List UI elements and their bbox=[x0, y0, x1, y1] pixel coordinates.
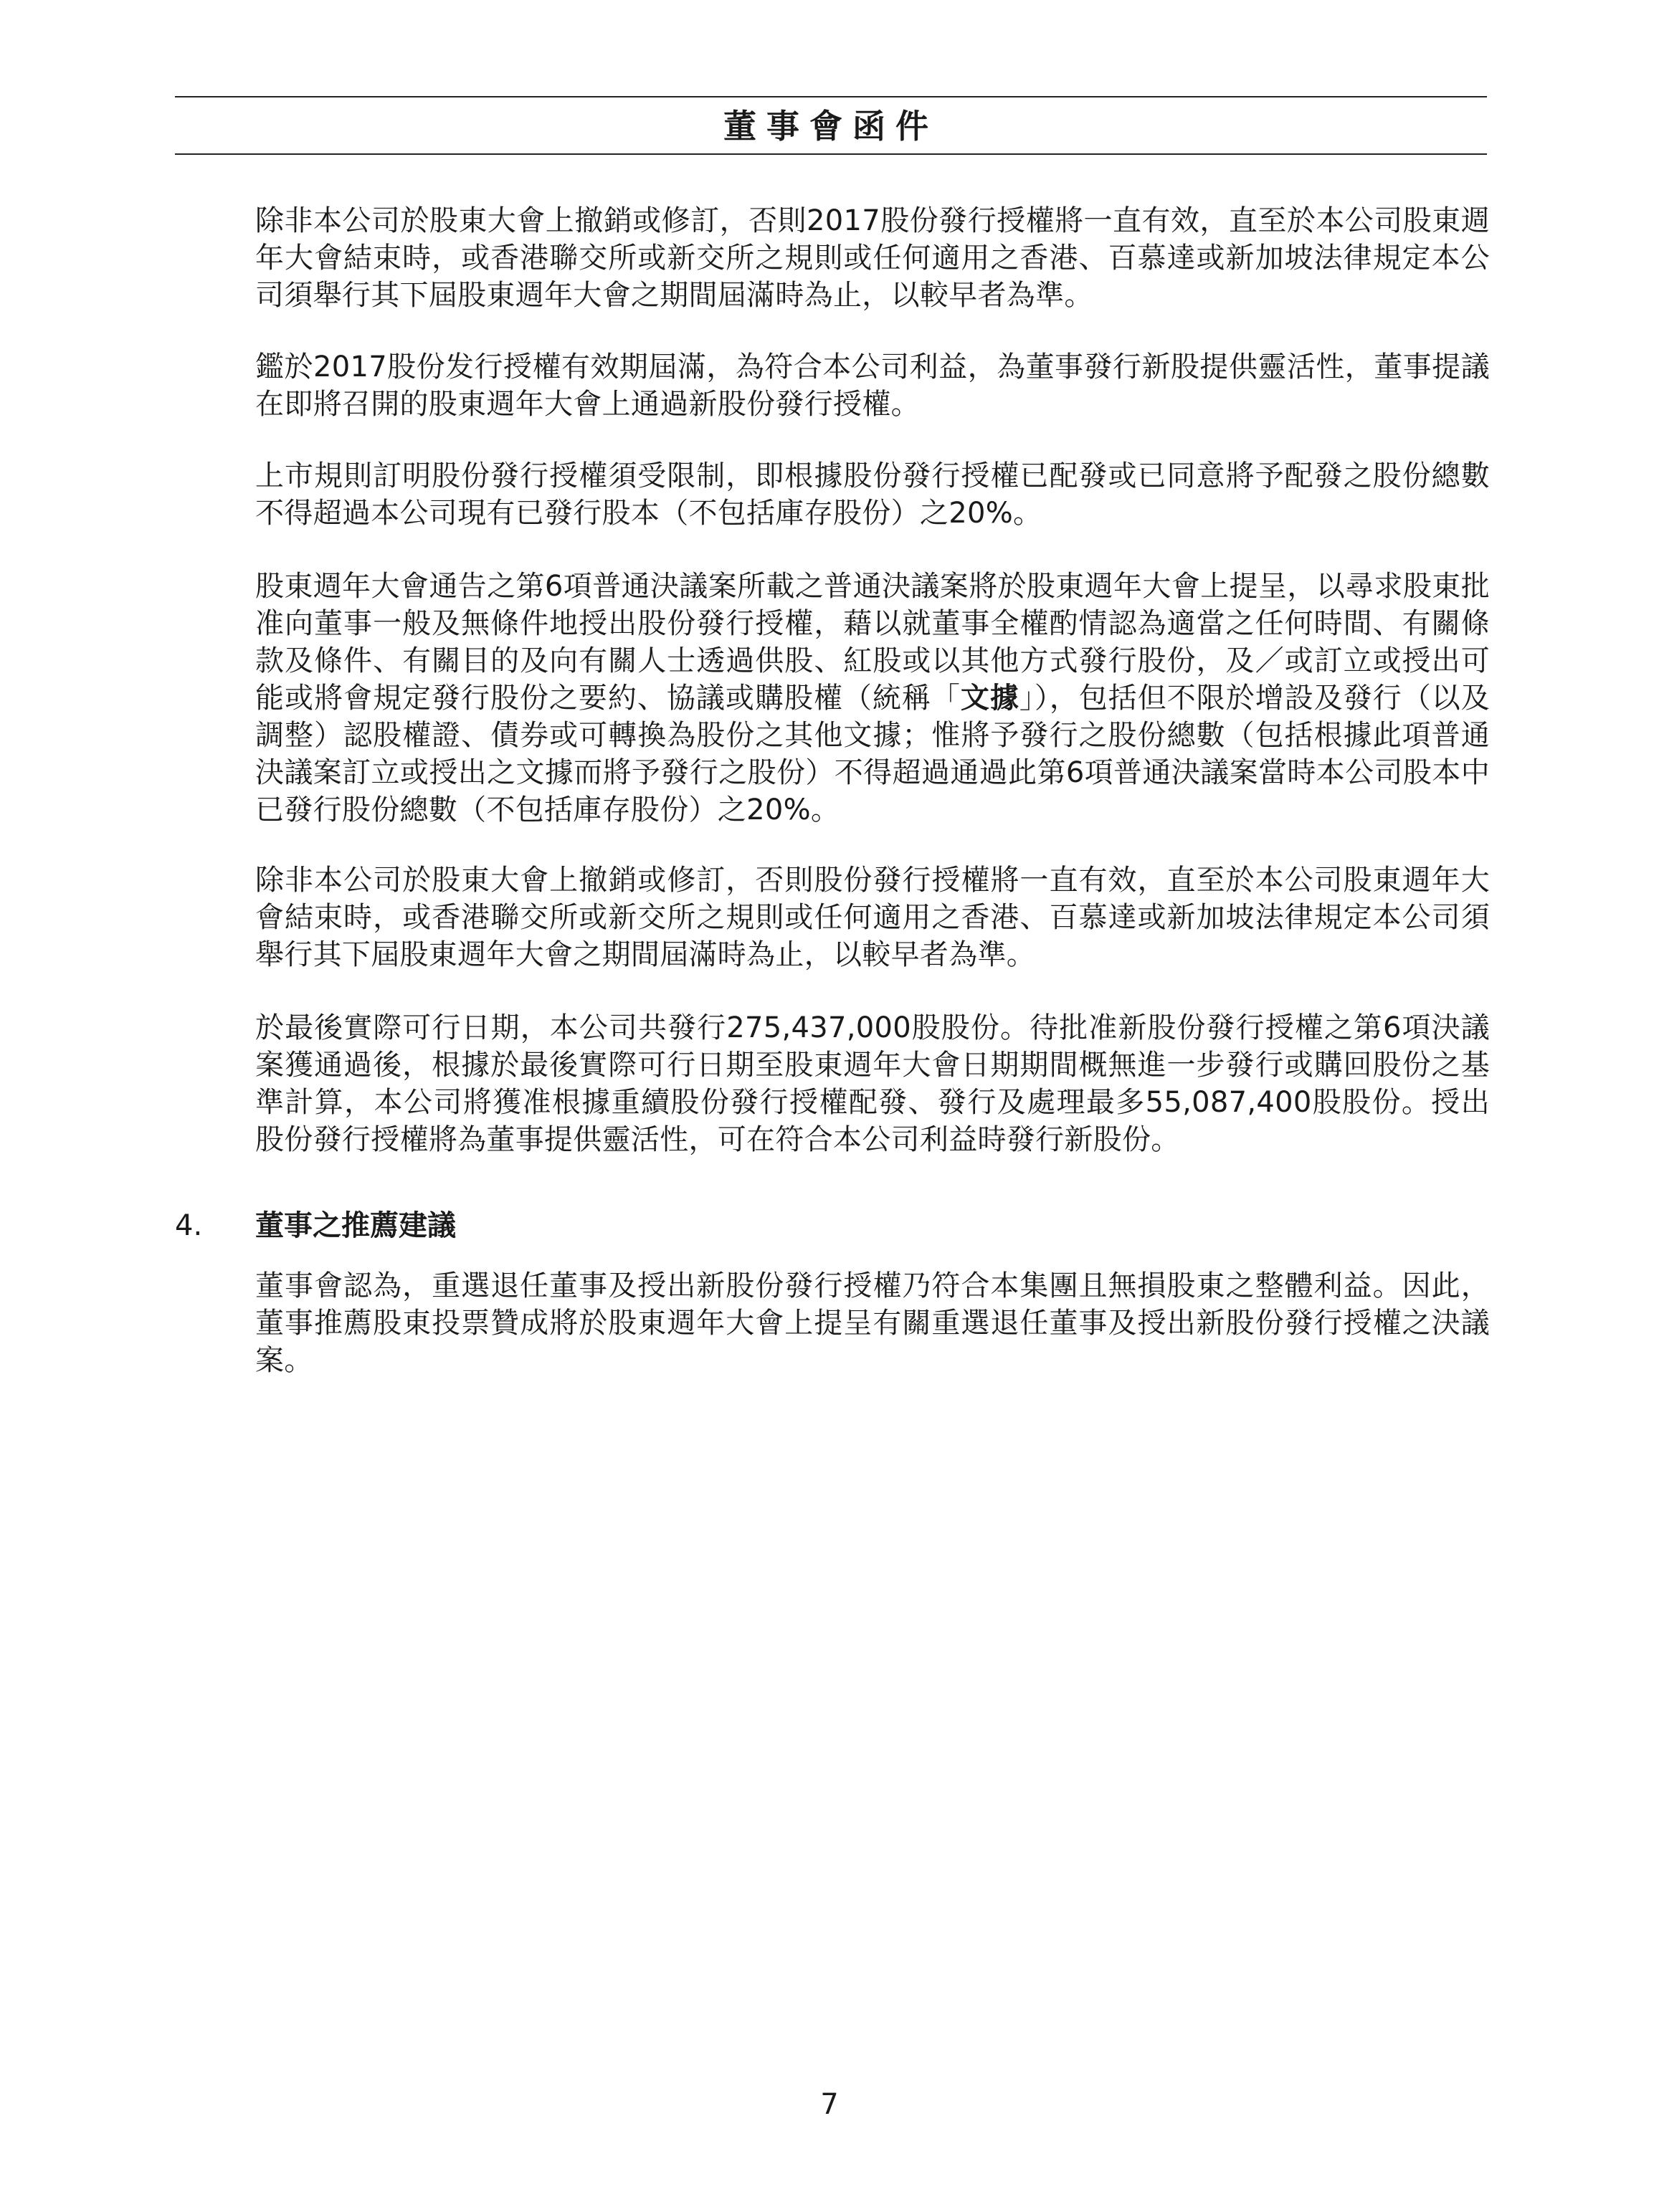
page-title: 董事會函件 bbox=[723, 107, 938, 146]
section-heading: 董事之推薦建議 bbox=[255, 1209, 456, 1242]
paragraph-mandate-validity-2017: 除非本公司於股東大會上撤銷或修訂，否則2017股份發行授權將一直有效，直至於本公司股東週年大會結束時，或香港聯交所或新交所之規則或任何適用之香港、百慕達或新加坡法律規定本公司須舉行其下屆股東週年大會之期間屆滿時為止，以較早者為準。 bbox=[255, 204, 1490, 312]
paragraph-resolution-6-text-after: 」），包括但不限於增設及發行（以及調整）認股權證、債券或可轉換為股份之其他文據；惟將予發行之股份總數（包括根據此項普通決議案訂立或授出之文據而將予發行之股份）不得超過通過此第6項普通決議案當時本公司股本中已發行股份總數（不包括庫存股份）之20%。 bbox=[255, 682, 1491, 826]
paragraph-resolution-6 bbox=[255, 568, 1490, 829]
paragraph-mandate-expiry: 鑑於2017股份发行授權有效期屆滿，為符合本公司利益，為董事發行新股提供靈活性，董事提議在即將召開的股東週年大會上通過新股份發行授權。 bbox=[255, 351, 1490, 421]
header-top-rule bbox=[175, 96, 1487, 97]
section-number: 4. bbox=[175, 1209, 203, 1242]
paragraph-share-capital: 於最後實際可行日期，本公司共發行275,437,000股股份。待批准新股份發行授權之第6項決議案獲通過後，根據於最後實際可行日期至股東週年大會日期期間概無進一步發行或購回股份之基準計算，本公司將獲准根據重續股份發行授權配發、發行及處理最多55,087,400股股份。授出股份發行授權將為董事提供靈活性，可在符合本公司利益時發行新股份。 bbox=[255, 1011, 1490, 1156]
paragraph-resolution-6-text-before: 股東週年大會通告之第6項普通決議案所載之普通決議案將於股東週年大會上提呈，以尋求股東批准向董事一般及無條件地授出股份發行授權，藉以就董事全權酌情認為適當之任何時間、有關條款及條件、有關目的及向有關人士透過供股、紅股或以其他方式發行股份，及／或訂立或授出可能或將會規定發行股份之要約、協議或購股權（統稱「 bbox=[255, 570, 1490, 715]
paragraph-recommendation: 董事會認為，重選退任董事及授出新股份發行授權乃符合本集團且無損股東之整體利益。因此，董事推薦股東投票贊成將於股東週年大會上提呈有關重選退任董事及授出新股份發行授權之決議案。 bbox=[255, 1269, 1490, 1377]
paragraph-mandate-validity: 除非本公司於股東大會上撤銷或修訂，否則股份發行授權將一直有效，直至於本公司股東週年大會結束時，或香港聯交所或新交所之規則或任何適用之香港、百慕達或新加坡法律規定本公司須舉行其下屆股東週年大會之期間屆滿時為止，以較早者為準。 bbox=[255, 864, 1490, 971]
defined-term-instruments: 文據 bbox=[960, 682, 1019, 715]
header-bottom-rule bbox=[175, 153, 1487, 155]
paragraph-listing-rules-limit: 上市規則訂明股份發行授權須受限制，即根據股份發行授權已配發或已同意將予配發之股份總數不得超過本公司現有已發行股本（不包括庫存股份）之20%。 bbox=[255, 459, 1490, 530]
page-number: 7 bbox=[820, 2088, 839, 2121]
